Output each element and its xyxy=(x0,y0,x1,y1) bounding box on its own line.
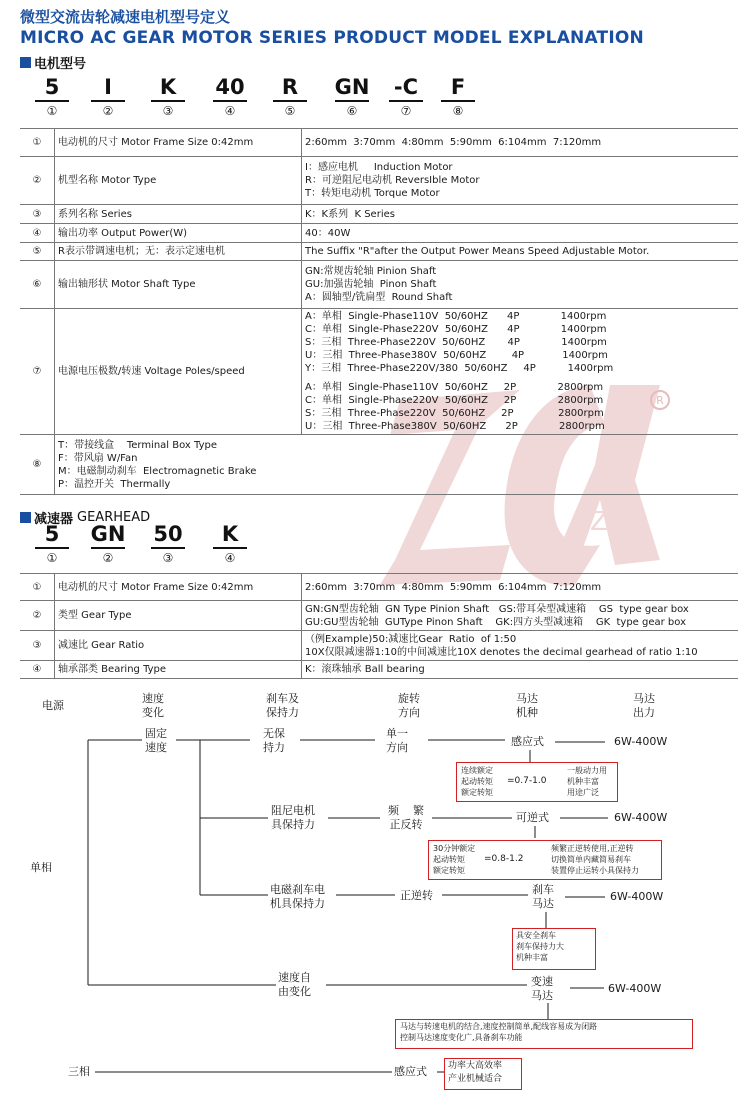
row-index: ⑥ xyxy=(20,261,55,309)
row-index: ③ xyxy=(20,631,55,661)
row-value-line: T：转矩电动机 Torque Motor xyxy=(305,188,440,199)
induction-spec-box xyxy=(456,762,618,802)
output-range-4: 6W-400W xyxy=(608,982,662,995)
svg-text:R: R xyxy=(656,394,664,407)
row-value-line: U：三相 Three-Phase380V 50/60HZ 2P 2800rpm xyxy=(305,421,605,432)
model-code-1: 5 xyxy=(44,522,60,546)
row-index: ⑦ xyxy=(20,309,55,435)
row-name: 类型 Gear Type xyxy=(55,601,302,631)
output-range-2: 6W-400W xyxy=(614,811,668,824)
induction-spec-desc: 一般动力用 机种丰富 用途广泛 xyxy=(567,766,607,797)
output-range-3: 6W-400W xyxy=(610,890,664,903)
frequent-reversal-node: 频 繁 正反转 xyxy=(388,804,424,831)
row-value-line: K：K系列 K Series xyxy=(305,208,395,220)
row-name: 系列名称 Series xyxy=(55,205,302,224)
three-phase-induction-node: 感应式 xyxy=(394,1065,427,1078)
reversible-motor-node: 可逆式 xyxy=(516,811,549,824)
row-value-line: 2:60mm 3:70mm 4:80mm 5:90mm 6:104mm 7:120mm xyxy=(305,137,602,148)
model-code-index-1: ① xyxy=(46,551,58,565)
row-name: 电动机的尺寸 Motor Frame Size 0:42mm xyxy=(55,129,302,157)
model-code-2: GN xyxy=(90,522,126,546)
row-name: 输出功率 Output Power(W) xyxy=(55,224,302,243)
no-holding-force-node: 无保 持力 xyxy=(263,727,285,754)
model-code-index-8: ⑧ xyxy=(452,104,464,118)
model-code-8: F xyxy=(450,75,466,99)
three-phase-node: 三相 xyxy=(68,1065,90,1078)
model-code-index-4: ④ xyxy=(224,104,236,118)
induction-spec-labels: 连续额定 起动转矩 额定转矩 xyxy=(461,766,493,797)
one-direction-node: 单一 方向 xyxy=(386,727,408,754)
row-value-line: Y：三相 Three-Phase220V/380 50/60HZ 4P 1400rpm xyxy=(305,363,614,374)
row-index: ④ xyxy=(20,224,55,243)
row-value-line: 40：40W xyxy=(305,227,351,239)
model-code-3: 50 xyxy=(153,522,183,546)
row-value-line: GU:加强齿轮轴 Pinon Shaft xyxy=(305,279,437,290)
brake-motor-node: 刹车 马达 xyxy=(532,883,554,910)
induction-motor-node: 感应式 xyxy=(511,735,544,748)
row-index: ① xyxy=(20,574,55,601)
row-index: ④ xyxy=(20,661,55,679)
row-index: ③ xyxy=(20,205,55,224)
row-value-line: A：单相 Single-Phase110V 50/60HZ 2P 2800rpm xyxy=(305,382,604,393)
model-code-2: I xyxy=(104,75,112,99)
tree-header-power-source: 电源 xyxy=(42,699,64,712)
page-title-cn: 微型交流齿轮减速电机型号定义 xyxy=(20,8,231,26)
row-name: 轴承部类 Bearing Type xyxy=(55,661,302,679)
fixed-speed-node: 固定 速度 xyxy=(145,727,167,754)
motor-model-heading-text: 电机型号 xyxy=(34,57,87,72)
row-value-line: C：单相 Single-Phase220V 50/60HZ 2P 2800rpm xyxy=(305,395,604,406)
accessory-option-line: F：带风扇 W/Fan xyxy=(58,452,138,464)
damper-holding-node: 阻尼电机 具保持力 xyxy=(271,804,315,831)
row-value-line: A：圆轴型/铣扁型 Round Shaft xyxy=(305,292,453,303)
row-name: 电源电压极数/转速 Voltage Poles/speed xyxy=(55,309,302,435)
row-name: 机型名称 Motor Type xyxy=(55,157,302,205)
reversible-spec-box xyxy=(428,840,662,880)
row-value-line: （例Example)50:减速比Gear Ratio of 1:50 xyxy=(305,633,517,645)
row-index: ① xyxy=(20,129,55,157)
row-index: ② xyxy=(20,601,55,631)
row-value-line: U：三相 Three-Phase380V 50/60HZ 4P 1400rpm xyxy=(305,350,608,361)
model-code-index-2: ② xyxy=(102,104,114,118)
model-code-index-2: ② xyxy=(102,551,114,565)
row-name: 电动机的尺寸 Motor Frame Size 0:42mm xyxy=(55,574,302,601)
row-value-line: A：单相 Single-Phase110V 50/60HZ 4P 1400rpm xyxy=(305,311,607,322)
reversible-spec-labels: 30分钟额定 起动转矩 额定转矩 xyxy=(433,844,476,875)
model-code-index-5: ⑤ xyxy=(284,104,296,118)
row-index: ② xyxy=(20,157,55,205)
row-index: ⑤ xyxy=(20,243,55,261)
row-name: 输出轴形状 Motor Shaft Type xyxy=(55,261,302,309)
row-value-line: GN:常规齿轮轴 Pinion Shaft xyxy=(305,266,437,277)
page-title-en: MICRO AC GEAR MOTOR SERIES PRODUCT MODEL EXPLANATION xyxy=(20,28,644,48)
reversible-spec-ratio: =0.8-1.2 xyxy=(484,854,524,864)
model-code-4: 40 xyxy=(215,75,245,99)
model-code-index-3: ③ xyxy=(162,104,174,118)
row-value-line: K：滚珠轴承 Ball bearing xyxy=(305,664,425,675)
row-name: 减速比 Gear Ratio xyxy=(55,631,302,661)
row-value-line: The Suffix "R"after the Output Power Means Speed Adjustable Motor. xyxy=(305,246,650,257)
row-value-line: GU:GU型齿轮轴 GUType Pinon Shaft GK:四方头型减速箱 GK type gear box xyxy=(305,616,687,628)
accessory-option-line: P：温控开关 Thermally xyxy=(58,478,171,490)
row-value-line: 2:60mm 3:70mm 4:80mm 5:90mm 6:104mm 7:120mm xyxy=(305,581,602,593)
row-value-line: S：三相 Three-Phase220V 50/60HZ 4P 1400rpm xyxy=(305,337,607,348)
forward-reverse-node: 正逆转 xyxy=(400,889,433,902)
row-value-line: 10X仅限减速器1:10的中间减速比10X denotes the decimal gearhead of ratio 1:10 xyxy=(305,646,698,658)
tree-header-motor-output: 马达 出力 xyxy=(633,692,655,719)
tree-header-speed-change: 速度 变化 xyxy=(142,692,164,719)
watermark-text: ZGY xyxy=(590,507,643,537)
model-code-index-7: ⑦ xyxy=(400,104,412,118)
model-code-6: GN xyxy=(334,75,370,99)
variable-speed-spec-box: 马达与转速电机的结合,速度控制简单,配线容易成为闭路 控制马达速度变化广,具备刹车功能 xyxy=(395,1019,693,1049)
brake-spec-box: 具安全刹车 刹车保持力大 机种丰富 xyxy=(512,928,596,970)
gearhead-heading-en: GEARHEAD xyxy=(77,510,151,525)
variable-speed-motor-node: 变速 马达 xyxy=(531,975,553,1002)
three-phase-spec-box: 功率大高效率 产业机械适合 xyxy=(444,1058,522,1090)
tree-header-brake-hold: 刹车及 保持力 xyxy=(266,692,299,719)
reversible-spec-desc: 频繁正逆转使用,正逆转 切换简单内藏简易刹车 装置停止运转小具保持力 xyxy=(551,844,639,875)
row-value-line: GN:GN型齿轮轴 GN Type Pinion Shaft GS:带耳朵型减速箱 GS type gear box xyxy=(305,603,689,615)
accessory-option-line: M：电磁制动刹车 Electromagnetic Brake xyxy=(58,465,257,477)
model-code-index-3: ③ xyxy=(162,551,174,565)
row-index: ⑧ xyxy=(20,435,55,495)
row-value-line: I：感应电机 Induction Motor xyxy=(305,162,453,173)
row-value-line: R：可逆阻尼电动机 ReversIble Motor xyxy=(305,175,480,186)
model-code-4: K xyxy=(221,522,239,546)
model-code-5: R xyxy=(281,75,299,99)
model-code-index-6: ⑥ xyxy=(346,104,358,118)
model-code-7: -C xyxy=(393,75,419,99)
row-value-line: S：三相 Three-Phase220V 50/60HZ 2P 2800rpm xyxy=(305,408,604,419)
em-brake-holding-node: 电磁刹车电 机具保持力 xyxy=(270,883,325,910)
model-code-index-1: ① xyxy=(46,104,58,118)
tree-header-motor-type: 马达 机种 xyxy=(516,692,538,719)
tree-header-rotation: 旋转 方向 xyxy=(398,692,420,719)
model-code-1: 5 xyxy=(44,75,60,99)
row-name: R表示带调速电机；无：表示定速电机 xyxy=(55,243,302,261)
single-phase-node: 单相 xyxy=(30,861,52,874)
model-code-3: K xyxy=(159,75,177,99)
gearhead-heading-cn: 减速器 xyxy=(34,512,74,527)
row-value-line: C：单相 Single-Phase220V 50/60HZ 4P 1400rpm xyxy=(305,324,607,335)
speed-adjustable-node: 速度自 由变化 xyxy=(278,971,311,998)
model-code-index-4: ④ xyxy=(224,551,236,565)
output-range-1: 6W-400W xyxy=(614,735,668,748)
accessory-option-line: T：带接线盒 Terminal Box Type xyxy=(58,439,217,451)
induction-spec-ratio: =0.7-1.0 xyxy=(507,776,547,786)
